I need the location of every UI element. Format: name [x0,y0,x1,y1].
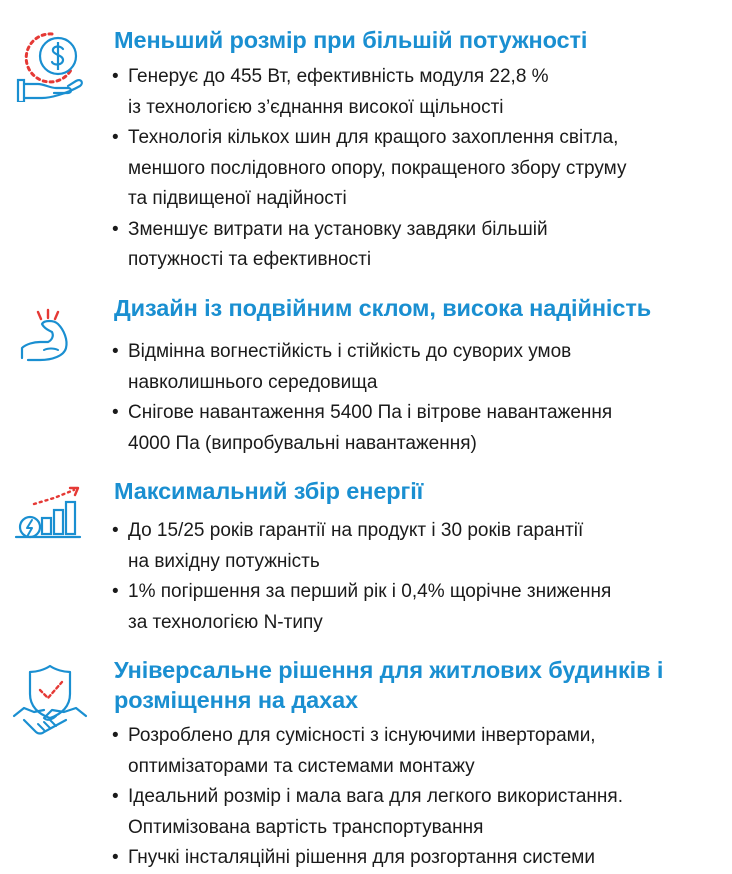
section-heading: Дизайн із подвійним склом, висока надійність [114,295,652,321]
section-heading: Меньший розмір при більшій потужності [114,27,588,53]
energy-bars-icon [8,484,90,549]
bullet: • [112,725,119,746]
bullet: • [112,341,119,362]
bullet: • [112,520,119,541]
list-item: • Технологія кількох шин для кращого захоплення світла, меншого послідовного опору, покращеного збору струму та підвищеної надійності [112,123,728,215]
list-item: • Генерує до 455 Вт, ефективність модуля 22,8 % із технологією з’єднання високої щільності [112,62,728,123]
section-heading: Максимальний збір енергії [114,478,424,504]
list-item: • Ідеальний розмір і мала вага для легкого використання. Оптимізована вартість транспортування [112,782,728,843]
bullet: • [112,402,119,423]
list-item: • Зменшує витрати на установку завдяки більшій потужності та ефективності [112,215,728,276]
list-item: • 1% погіршення за перший рік і 0,4% щорічне зниження за технологією N-типу [112,577,728,638]
list-item: • До 15/25 років гарантії на продукт і 30 років гарантії на вихідну потужність [112,516,728,577]
feature-list [112,721,728,874]
list-item: • Гнучкі інсталяційні рішення для розгортання системи [112,843,728,874]
list-item: • Розроблено для сумісності з існуючими інверторами, оптимізаторами та системами монтажу [112,721,728,782]
section-heading: Універсальне рішення для житлових будинків і розміщення на дахах [114,657,664,713]
feature-list [112,62,728,276]
feature-list [112,337,728,459]
bullet: • [112,786,119,807]
bullet: • [112,581,119,602]
bullet: • [112,847,119,868]
bullet: • [112,218,119,240]
dollar-hand-icon [8,22,90,107]
bullet: • [112,66,119,87]
list-item: • Відмінна вогнестійкість і стійкість до суворих умов навколишнього середовища [112,337,728,398]
handshake-shield-icon [8,660,92,749]
feature-list [112,516,728,638]
bullet: • [112,127,119,148]
list-item: • Снігове навантаження 5400 Па і вітрове навантаження 4000 Па (випробувальні навантаження) [112,398,728,459]
muscle-arm-icon [8,304,78,369]
